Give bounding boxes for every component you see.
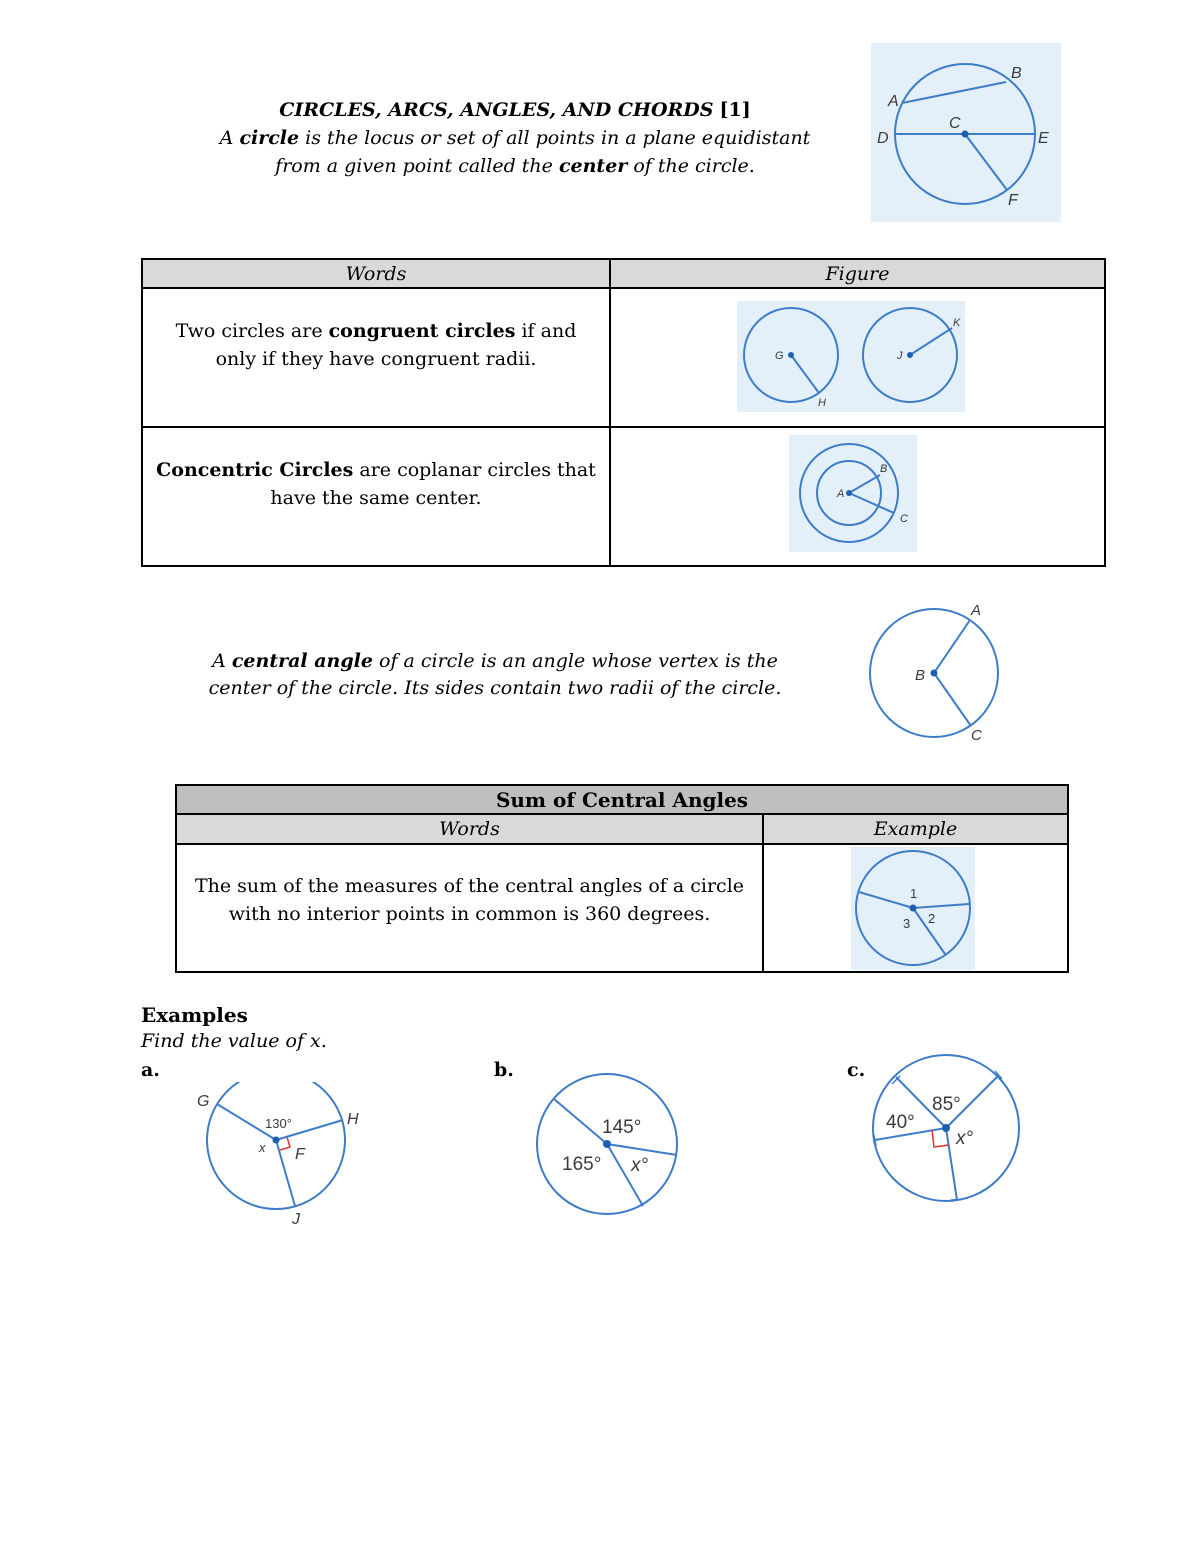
congruent-line1 — [143, 317, 609, 345]
circle-definition-line2 — [200, 152, 830, 180]
variable-x: x° — [956, 1128, 974, 1149]
example-a-svg — [190, 1082, 370, 1232]
radius-fj — [276, 1140, 295, 1206]
header-figure: Figure — [611, 260, 1104, 289]
central-line1 — [195, 648, 795, 675]
circle-parts-svg — [871, 43, 1061, 222]
example-a-figure — [190, 1082, 370, 1232]
angle-85: 85° — [932, 1094, 961, 1115]
example-a-label: a. — [141, 1059, 160, 1081]
radius-2 — [607, 1144, 677, 1155]
label-h: H — [818, 397, 826, 409]
central-angle-definition — [195, 648, 795, 702]
examples-heading: Examples — [141, 1003, 248, 1027]
radius-jk — [910, 328, 952, 355]
table-title: Sum of Central Angles — [177, 786, 1067, 815]
central-angle-svg — [860, 598, 1010, 746]
circle-parts-figure — [871, 43, 1061, 222]
header-words: Words — [143, 260, 611, 289]
label-g: G — [775, 350, 784, 362]
label-f: F — [1008, 192, 1018, 209]
example-b-svg — [532, 1072, 682, 1218]
label-b: B — [1011, 65, 1022, 82]
term-concentric-circles: Concentric Circles — [156, 459, 354, 481]
angle-label-2: 2 — [928, 911, 936, 926]
label-f: F — [295, 1146, 305, 1163]
term-congruent-circles: congruent circles — [328, 320, 516, 342]
term-center: center — [558, 155, 628, 177]
label-j: J — [292, 1211, 300, 1228]
radius-1 — [554, 1099, 607, 1144]
radius-bc — [934, 673, 971, 726]
def-text: A — [219, 127, 240, 149]
header-words: Words — [177, 815, 764, 845]
angle-165: 165° — [562, 1154, 602, 1175]
congruent-concentric-table — [141, 258, 1106, 567]
label-c: C — [949, 115, 961, 132]
radius-1 — [859, 892, 913, 908]
tick-mark — [951, 1199, 963, 1200]
label-c: C — [900, 513, 908, 525]
center-point — [910, 905, 917, 912]
example-b-label: b. — [494, 1059, 514, 1081]
label-j: J — [897, 350, 903, 362]
central-angle-figure — [860, 598, 1010, 746]
text: of a circle is an angle whose vertex is the — [372, 650, 778, 672]
radius-2 — [913, 904, 969, 908]
example-c-label: c. — [847, 1059, 866, 1081]
angle-130: 130° — [265, 1116, 292, 1131]
label-b: B — [880, 463, 888, 475]
concentric-line1 — [143, 456, 609, 484]
sum-words-cell — [177, 845, 764, 971]
label-k: K — [953, 317, 961, 329]
variable-x: x° — [631, 1155, 649, 1176]
term-central-angle: central angle — [231, 650, 373, 672]
chord-ab — [902, 82, 1006, 103]
def-text: of the circle. — [627, 155, 755, 177]
label-g: G — [197, 1093, 210, 1110]
reference-mark: [1] — [719, 99, 751, 121]
radius-ab — [849, 475, 880, 493]
label-e: E — [1038, 130, 1049, 147]
label-c: C — [971, 727, 982, 744]
example-b-figure — [532, 1072, 682, 1218]
congruent-line2: only if they have congruent radii. — [215, 348, 537, 370]
row-congruent-words — [143, 289, 611, 428]
sum-example-figure — [851, 847, 975, 970]
example-c-svg — [870, 1052, 1026, 1204]
row-concentric-words — [143, 428, 611, 565]
label-a: A — [971, 602, 982, 619]
label-b: B — [915, 667, 926, 684]
congruent-circles-svg — [737, 301, 965, 412]
example-c-figure — [870, 1052, 1026, 1204]
sum-central-angles-table — [175, 784, 1069, 973]
row-congruent-figure — [611, 289, 1104, 428]
radius-cf — [965, 134, 1007, 190]
circle-outline — [207, 1082, 345, 1209]
circle-definition-line1 — [200, 124, 830, 152]
text: are coplanar circles that — [353, 459, 596, 481]
label-h: H — [347, 1111, 359, 1128]
sum-example-svg — [851, 847, 975, 970]
center-g — [788, 352, 794, 358]
concentric-circles-svg — [789, 435, 917, 552]
label-d: D — [877, 130, 889, 147]
angle-145: 145° — [602, 1117, 642, 1138]
row-concentric-figure — [611, 428, 1104, 565]
label-a: A — [888, 93, 899, 110]
center-point — [942, 1124, 950, 1132]
center-point — [962, 131, 969, 138]
central-line2: center of the circle. Its sides contain two radii of the circle. — [208, 677, 782, 699]
center-j — [907, 352, 913, 358]
center-a — [846, 490, 852, 496]
examples-instruction: Find the value of x. — [141, 1030, 327, 1052]
def-text: from a given point called the — [275, 155, 559, 177]
center-f — [273, 1137, 280, 1144]
text: A — [212, 650, 232, 672]
sum-line1: The sum of the measures of the central angles of a circle — [194, 875, 745, 897]
sum-example-cell — [764, 845, 1067, 971]
header-example: Example — [764, 815, 1067, 845]
concentric-line2: have the same center. — [270, 487, 482, 509]
angle-40: 40° — [886, 1112, 915, 1133]
center-point — [603, 1140, 611, 1148]
radius-ba — [934, 620, 970, 673]
sum-line2: with no interior points in common is 360 degrees. — [228, 903, 711, 925]
page-title: CIRCLES, ARCS, ANGLES, AND CHORDS — [279, 99, 714, 121]
title-line — [200, 96, 830, 124]
def-text: is the locus or set of all points in a plane equidistant — [299, 127, 811, 149]
label-a: A — [837, 488, 845, 500]
radius-ac — [849, 493, 894, 513]
page-header — [200, 96, 830, 180]
vertex-b — [931, 670, 938, 677]
angle-label-1: 1 — [910, 886, 918, 901]
text: if and — [515, 320, 577, 342]
text: Two circles are — [175, 320, 329, 342]
variable-x: x — [259, 1140, 266, 1155]
congruent-circles-figure — [737, 301, 965, 412]
angle-label-3: 3 — [903, 916, 911, 931]
term-circle: circle — [239, 127, 300, 149]
radius-gh — [791, 355, 819, 393]
concentric-circles-figure — [789, 435, 917, 552]
